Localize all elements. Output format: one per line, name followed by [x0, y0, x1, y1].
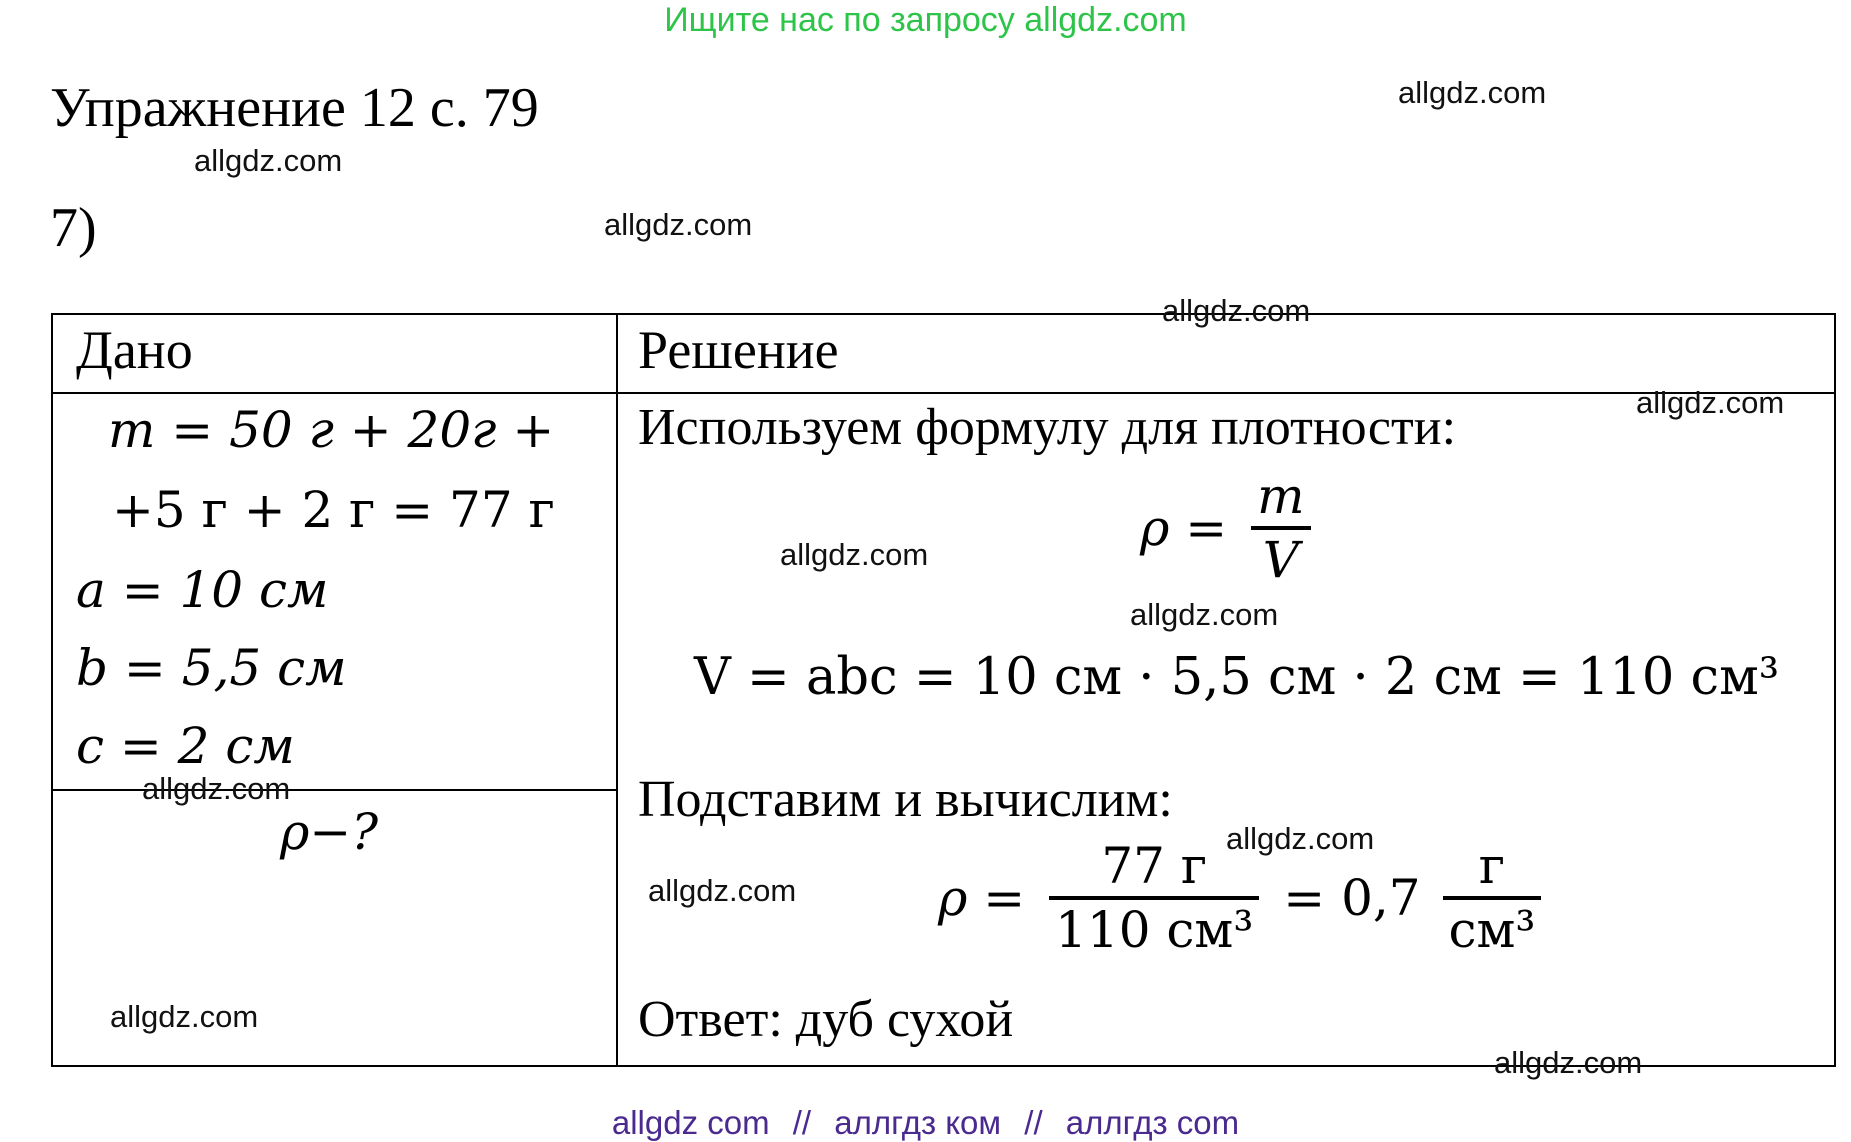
- solution-intro: Используем формулу для плотности:: [638, 399, 1457, 456]
- watermark: allgdz.com: [648, 873, 797, 908]
- watermark: allgdz.com: [110, 999, 259, 1034]
- unit-fraction: [1443, 836, 1542, 960]
- exercise-title: Упражнение 12 с. 79: [50, 77, 539, 139]
- density-fraction: [1251, 466, 1310, 590]
- unit-denominator: см³: [1443, 896, 1542, 960]
- watermark: allgdz.com: [194, 143, 343, 178]
- find-density: ρ−?: [280, 803, 379, 861]
- watermark: allgdz.com: [1398, 75, 1547, 110]
- calc-fraction-numerator: 77 г: [1101, 837, 1208, 895]
- footer-separator: //: [792, 1104, 812, 1141]
- top-banner: Ищите нас по запросу allgdz.com: [664, 1, 1187, 39]
- calc-result: = 0,7: [1283, 869, 1421, 927]
- watermark: allgdz.com: [1494, 1045, 1643, 1080]
- given-mass-line1: m = 50 г + 20г +: [108, 401, 555, 459]
- answer-text: Ответ: дуб сухой: [638, 991, 1014, 1048]
- volume-formula: V = abc = 10 см · 5,5 см · 2 см = 110 см³: [694, 648, 1780, 707]
- header-solution: Решение: [638, 320, 839, 380]
- substitute-text: Подставим и вычислим:: [638, 771, 1173, 828]
- density-formula: [1140, 466, 1311, 590]
- footer-link-2[interactable]: аллгдз ком: [834, 1104, 1002, 1141]
- given-c: c = 2 см: [76, 717, 295, 775]
- watermark: allgdz.com: [1226, 821, 1375, 856]
- watermark: allgdz.com: [142, 771, 291, 806]
- table-border-left: [51, 313, 53, 1067]
- table-column-divider: [616, 313, 618, 1067]
- footer-links: [0, 1104, 1851, 1142]
- watermark: allgdz.com: [1130, 597, 1279, 632]
- given-b: b = 5,5 см: [76, 639, 347, 697]
- density-fraction-numerator: m: [1257, 467, 1305, 525]
- table-border-right: [1834, 313, 1836, 1067]
- problem-number: 7): [50, 197, 97, 259]
- density-fraction-denominator: V: [1251, 526, 1310, 590]
- watermark: allgdz.com: [604, 207, 753, 242]
- calc-lhs: ρ =: [938, 869, 1026, 927]
- density-formula-lhs: ρ =: [1140, 499, 1228, 557]
- watermark: allgdz.com: [780, 537, 929, 572]
- calc-fraction-denominator: 110 см³: [1049, 896, 1259, 960]
- watermark: allgdz.com: [1162, 293, 1311, 328]
- unit-numerator: г: [1478, 837, 1506, 895]
- header-given: Дано: [76, 320, 193, 380]
- given-find-divider: [51, 789, 618, 791]
- given-mass-line2: +5 г + 2 г = 77 г: [112, 481, 555, 539]
- given-a: a = 10 см: [76, 561, 329, 619]
- footer-separator: //: [1024, 1104, 1043, 1141]
- footer-link-3[interactable]: аллгдз com: [1065, 1104, 1240, 1141]
- watermark: allgdz.com: [1636, 385, 1785, 420]
- footer-link-1[interactable]: allgdz com: [611, 1104, 770, 1141]
- table-header-divider: [51, 392, 1836, 394]
- table-border-top: [51, 313, 1836, 315]
